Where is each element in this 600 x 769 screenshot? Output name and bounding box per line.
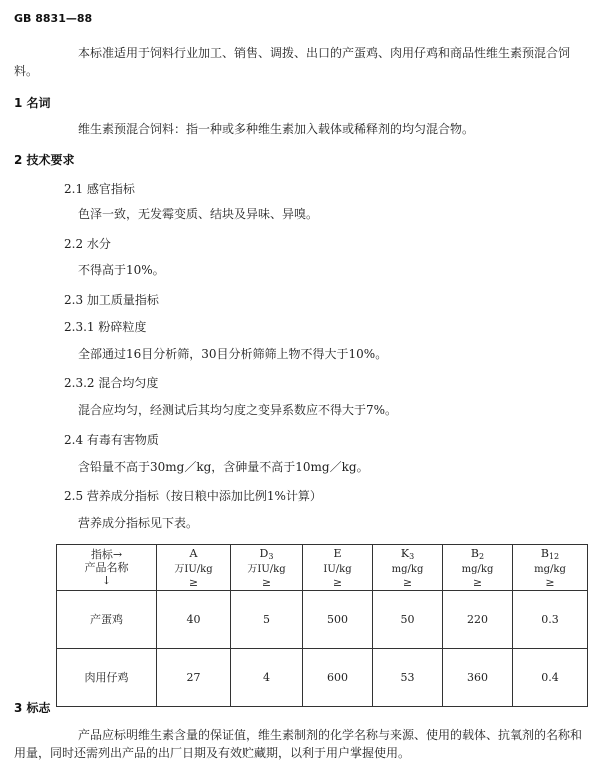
table-corner-cell (57, 545, 157, 591)
column-subscript: 2 (479, 551, 485, 561)
column-ge-sign: ≥ (332, 575, 343, 589)
column-symbol: D (259, 546, 269, 560)
table-cell: 600 (303, 649, 373, 707)
section-2-heading: 2 技术要求 (14, 153, 75, 167)
section-2-4-text: 含铅量不高于30mg／kg，含砷量不高于10mg／kg。 (78, 460, 369, 474)
corner-product-label: 产品名称 (84, 561, 129, 574)
column-ge-sign: ≥ (261, 575, 272, 589)
table-cell: 53 (373, 649, 443, 707)
section-2-4-title: 2.4 有毒有害物质 (64, 433, 159, 447)
section-3-heading: 3 标志 (14, 701, 51, 715)
column-unit: mg/kg (391, 563, 424, 575)
column-subscript: 12 (548, 551, 560, 561)
column-symbol: E (333, 546, 342, 560)
column-symbol: B (470, 546, 479, 560)
section-2-1-text: 色泽一致，无发霉变质、结块及异味、异嗅。 (78, 207, 319, 221)
table-cell: 220 (443, 591, 513, 649)
section-2-5-text: 营养成分指标见下表。 (78, 516, 199, 530)
column-header-b12 (513, 545, 588, 591)
section-2-3-1-title: 2.3.1 粉碎粒度 (64, 320, 147, 334)
table-cell: 27 (157, 649, 231, 707)
table-cell: 50 (373, 591, 443, 649)
section-2-2-title: 2.2 水分 (64, 237, 111, 251)
section-2-1-title: 2.1 感官指标 (64, 182, 135, 196)
column-unit: 万IU/kg (247, 563, 286, 575)
table-cell: 40 (157, 591, 231, 649)
section-3-text: 产品应标明维生素含量的保证值，维生素制剂的化学名称与来源、使用的载体、抗氧剂的名称和用量，同时还需列出产品的出厂日期及有效贮藏期，以利于用户掌握使用。 (14, 728, 583, 760)
table-cell: 0.3 (513, 591, 588, 649)
column-header-e (303, 545, 373, 591)
table-cell: 4 (231, 649, 303, 707)
column-ge-sign: ≥ (402, 575, 413, 589)
table-header-row (57, 545, 588, 591)
standard-number: GB 8831—88 (14, 12, 93, 25)
section-2-3-1-text: 全部通过16目分析筛，30目分析筛筛上物不得大于10%。 (78, 347, 388, 361)
column-ge-sign: ≥ (188, 575, 199, 589)
column-subscript: 3 (268, 551, 274, 561)
table-cell: 5 (231, 591, 303, 649)
column-unit: 万IU/kg (174, 563, 213, 575)
column-header-d3 (231, 545, 303, 591)
column-unit: mg/kg (534, 563, 566, 575)
column-header-b2 (443, 545, 513, 591)
column-header-k3 (373, 545, 443, 591)
section-2-3-2-text: 混合应均匀，经测试后其均匀度之变异系数应不得大于7%。 (78, 403, 398, 417)
table-cell: 500 (303, 591, 373, 649)
column-unit: IU/kg (323, 563, 352, 575)
table-row (57, 591, 588, 649)
table-cell: 0.4 (513, 649, 588, 707)
row-product-name: 肉用仔鸡 (57, 649, 157, 707)
column-ge-sign: ≥ (545, 575, 555, 589)
nutrient-table (56, 544, 588, 707)
intro-paragraph: 本标准适用于饲料行业加工、销售、调拨、出口的产蛋鸡、肉用仔鸡和商品性维生素预混合饲料。 (14, 46, 571, 78)
section-2-2-text: 不得高于10%。 (78, 263, 165, 277)
row-product-name: 产蛋鸡 (57, 591, 157, 649)
corner-down-arrow: ↓ (101, 574, 112, 587)
column-symbol: B (540, 546, 549, 560)
column-subscript: 3 (409, 551, 415, 561)
section-1-text: 维生素预混合饲料：指一种或多种维生素加入载体或稀释剂的均匀混合物。 (78, 122, 475, 136)
section-2-3-title: 2.3 加工质量指标 (64, 293, 159, 307)
column-symbol: K (400, 546, 410, 560)
section-2-3-2-title: 2.3.2 混合均匀度 (64, 376, 159, 390)
table-row (57, 649, 588, 707)
column-unit: mg/kg (461, 563, 494, 575)
section-1-heading: 1 名词 (14, 96, 51, 110)
table-cell: 360 (443, 649, 513, 707)
column-symbol: A (189, 546, 198, 560)
column-header-a (157, 545, 231, 591)
column-ge-sign: ≥ (472, 575, 483, 589)
section-2-5-title: 2.5 营养成分指标（按日粮中添加比例1%计算） (64, 489, 322, 503)
corner-indicator-label: 指标→ (90, 548, 123, 561)
